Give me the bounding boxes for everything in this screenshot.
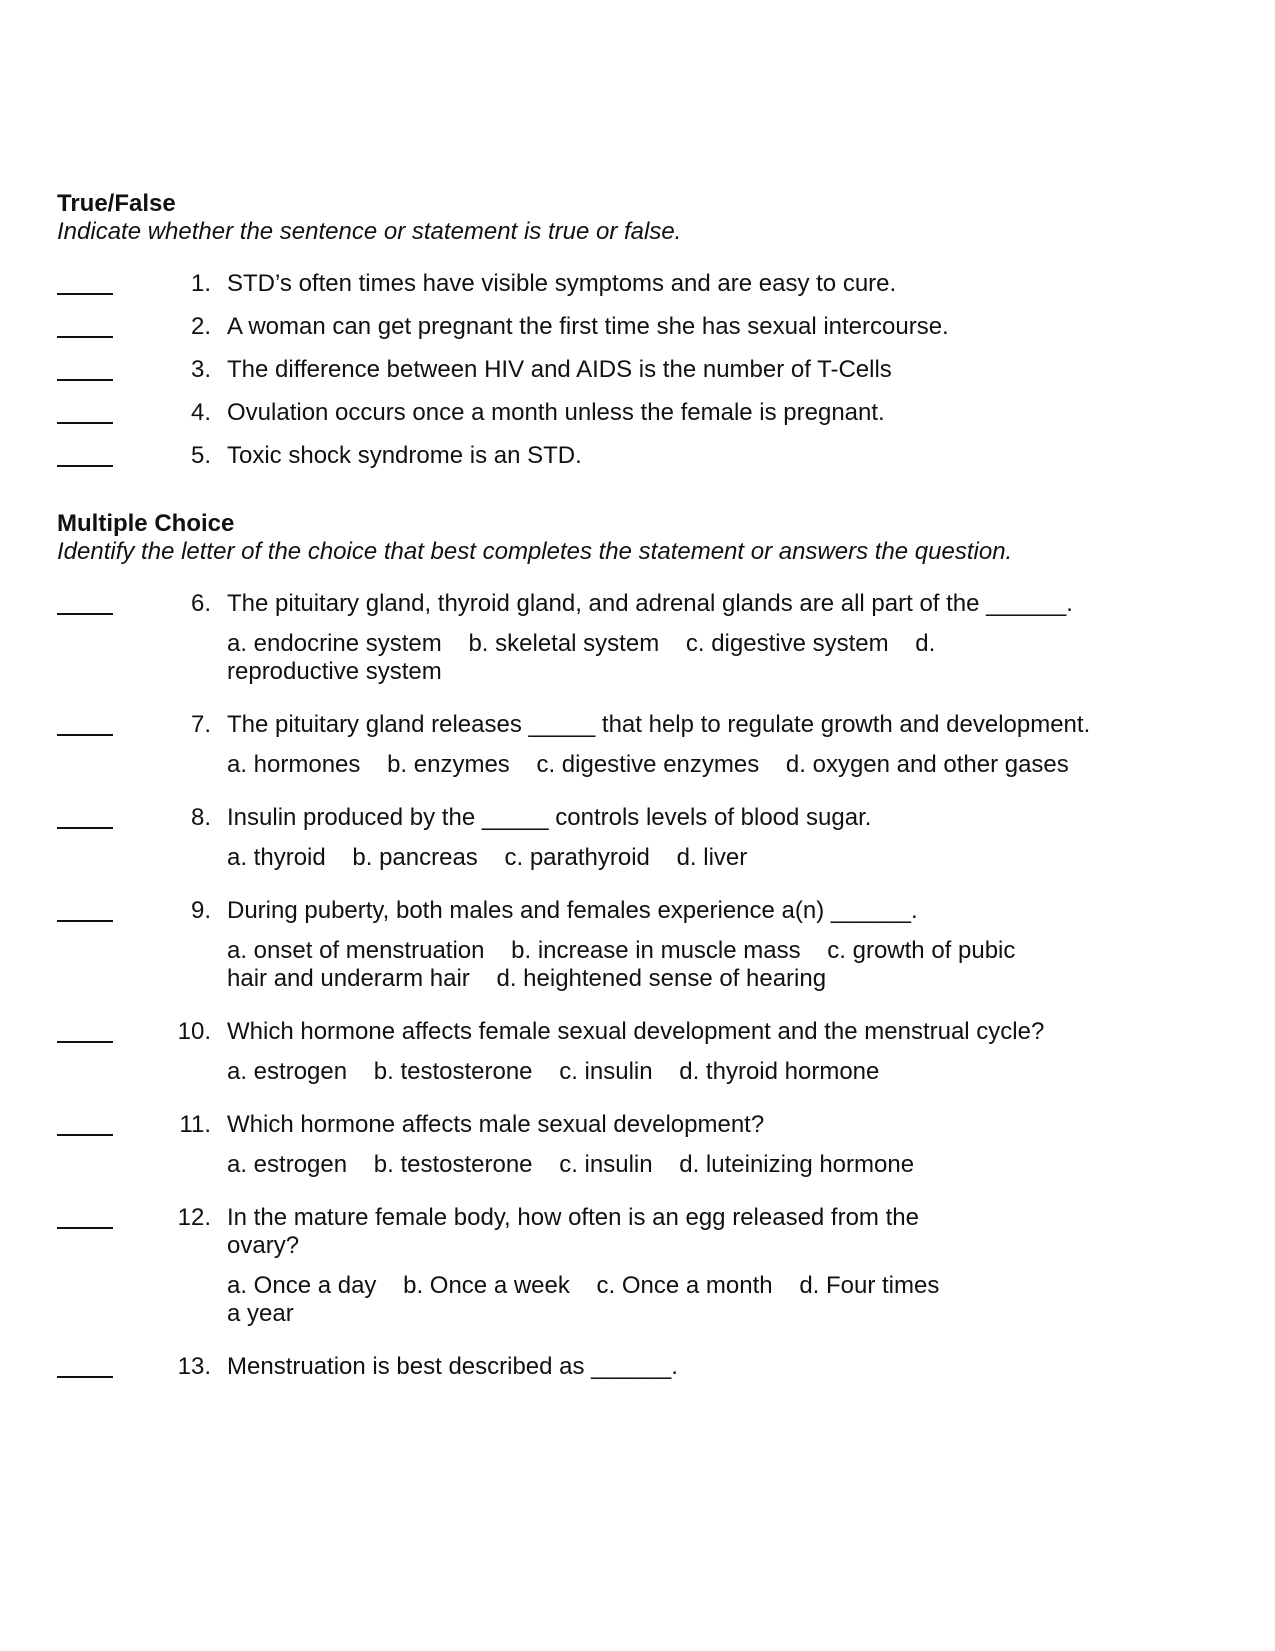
answer-choice: b. increase in muscle mass <box>511 937 801 964</box>
answer-choice: d. Four times a year <box>227 1272 940 1327</box>
answer-choice: d. heightened sense of hearing <box>496 965 827 992</box>
question-number: 7. <box>190 711 211 738</box>
answer-choice: d. liver <box>676 844 748 871</box>
question-item <box>57 590 1217 686</box>
question-item <box>57 270 1217 298</box>
question-text: In the mature female body, how often is an egg released from the ovary? <box>227 1204 919 1259</box>
question-text: STD’s often times have visible symptoms and are easy to cure. <box>227 270 897 297</box>
question-item <box>57 442 1217 470</box>
answer-choice: a. endocrine system <box>227 630 442 657</box>
answer-choice: b. Once a week <box>403 1272 570 1299</box>
worksheet-page <box>57 190 1217 1406</box>
question-number: 10. <box>177 1018 211 1045</box>
question-item <box>57 399 1217 427</box>
question-item <box>57 313 1217 341</box>
answer-choices <box>227 844 1217 872</box>
answer-choices <box>227 1272 947 1328</box>
question-item <box>57 897 1217 993</box>
answer-blank[interactable] <box>57 1111 113 1139</box>
question-text: Menstruation is best described as ______. <box>227 1353 678 1380</box>
question-text: The pituitary gland releases _____ that help to regulate growth and development. <box>227 711 1091 738</box>
question-number: 9. <box>190 897 211 924</box>
answer-blank[interactable] <box>57 442 113 470</box>
question-number: 6. <box>190 590 211 617</box>
question-number: 1. <box>190 270 211 297</box>
answer-blank[interactable] <box>57 1018 113 1046</box>
true-false-section <box>57 190 1217 470</box>
question-list <box>57 270 1217 470</box>
question-item <box>57 711 1217 779</box>
question-item <box>57 1204 1217 1328</box>
answer-blank[interactable] <box>57 399 113 427</box>
answer-choice: a. thyroid <box>227 844 326 871</box>
question-number: 4. <box>190 399 211 426</box>
question-number: 13. <box>177 1353 211 1380</box>
answer-choice: a. hormones <box>227 751 361 778</box>
answer-choice: d. oxygen and other gases <box>785 751 1069 778</box>
section-title: True/False <box>57 190 176 217</box>
answer-choice: b. testosterone <box>373 1058 533 1085</box>
question-item <box>57 1018 1217 1086</box>
answer-blank[interactable] <box>57 897 113 925</box>
answer-choices <box>227 1151 1217 1179</box>
answer-choice: d. thyroid hormone <box>679 1058 880 1085</box>
question-text: During puberty, both males and females experience a(n) ______. <box>227 897 918 924</box>
answer-choices <box>227 937 1057 993</box>
answer-choice: a. estrogen <box>227 1058 348 1085</box>
question-text: Ovulation occurs once a month unless the female is pregnant. <box>227 399 885 426</box>
answer-choice: c. parathyroid <box>504 844 650 871</box>
answer-choice: b. pancreas <box>352 844 478 871</box>
question-text: A woman can get pregnant the first time she has sexual intercourse. <box>227 313 949 340</box>
answer-blank[interactable] <box>57 313 113 341</box>
question-item <box>57 1353 1217 1381</box>
answer-blank[interactable] <box>57 1353 113 1381</box>
question-number: 5. <box>190 442 211 469</box>
answer-choice: b. testosterone <box>373 1151 533 1178</box>
question-text: Which hormone affects male sexual development? <box>227 1111 765 1138</box>
multiple-choice-section <box>57 510 1217 1381</box>
question-item <box>57 356 1217 384</box>
question-number: 8. <box>190 804 211 831</box>
section-instructions: Identify the letter of the choice that best completes the statement or answers the question. <box>57 538 1013 565</box>
answer-blank[interactable] <box>57 590 113 618</box>
answer-blank[interactable] <box>57 356 113 384</box>
answer-blank[interactable] <box>57 270 113 298</box>
answer-choice: a. Once a day <box>227 1272 377 1299</box>
question-number: 12. <box>177 1204 211 1231</box>
answer-choice: c. Once a month <box>596 1272 773 1299</box>
question-number: 11. <box>179 1111 211 1138</box>
question-text: Insulin produced by the _____ controls levels of blood sugar. <box>227 804 872 831</box>
answer-choice: a. onset of menstruation <box>227 937 485 964</box>
question-text: Which hormone affects female sexual development and the menstrual cycle? <box>227 1018 1045 1045</box>
answer-blank[interactable] <box>57 804 113 832</box>
answer-choice: b. skeletal system <box>468 630 660 657</box>
answer-choices <box>227 630 1057 686</box>
question-item <box>57 1111 1217 1179</box>
answer-choice: c. growth of pubic hair and underarm hair <box>227 937 1016 992</box>
answer-choices <box>227 751 1217 779</box>
answer-choice: d. luteinizing hormone <box>679 1151 915 1178</box>
section-instructions: Indicate whether the sentence or statement is true or false. <box>57 218 682 245</box>
question-list <box>57 590 1217 1381</box>
answer-choice: a. estrogen <box>227 1151 348 1178</box>
question-text: Toxic shock syndrome is an STD. <box>227 442 582 469</box>
answer-choice: c. digestive system <box>685 630 889 657</box>
question-number: 3. <box>190 356 211 383</box>
answer-blank[interactable] <box>57 1204 113 1232</box>
answer-choice: c. insulin <box>559 1058 653 1085</box>
answer-blank[interactable] <box>57 711 113 739</box>
answer-choices <box>227 1058 1217 1086</box>
answer-choice: c. digestive enzymes <box>536 751 760 778</box>
section-title: Multiple Choice <box>57 510 235 537</box>
question-number: 2. <box>190 313 211 340</box>
question-text: The pituitary gland, thyroid gland, and adrenal glands are all part of the ______. <box>227 590 1073 617</box>
question-text: The difference between HIV and AIDS is the number of T-Cells <box>227 356 892 383</box>
answer-choice: c. insulin <box>559 1151 653 1178</box>
answer-choice: b. enzymes <box>387 751 510 778</box>
question-item <box>57 804 1217 872</box>
answer-choice: d. reproductive system <box>227 630 936 685</box>
